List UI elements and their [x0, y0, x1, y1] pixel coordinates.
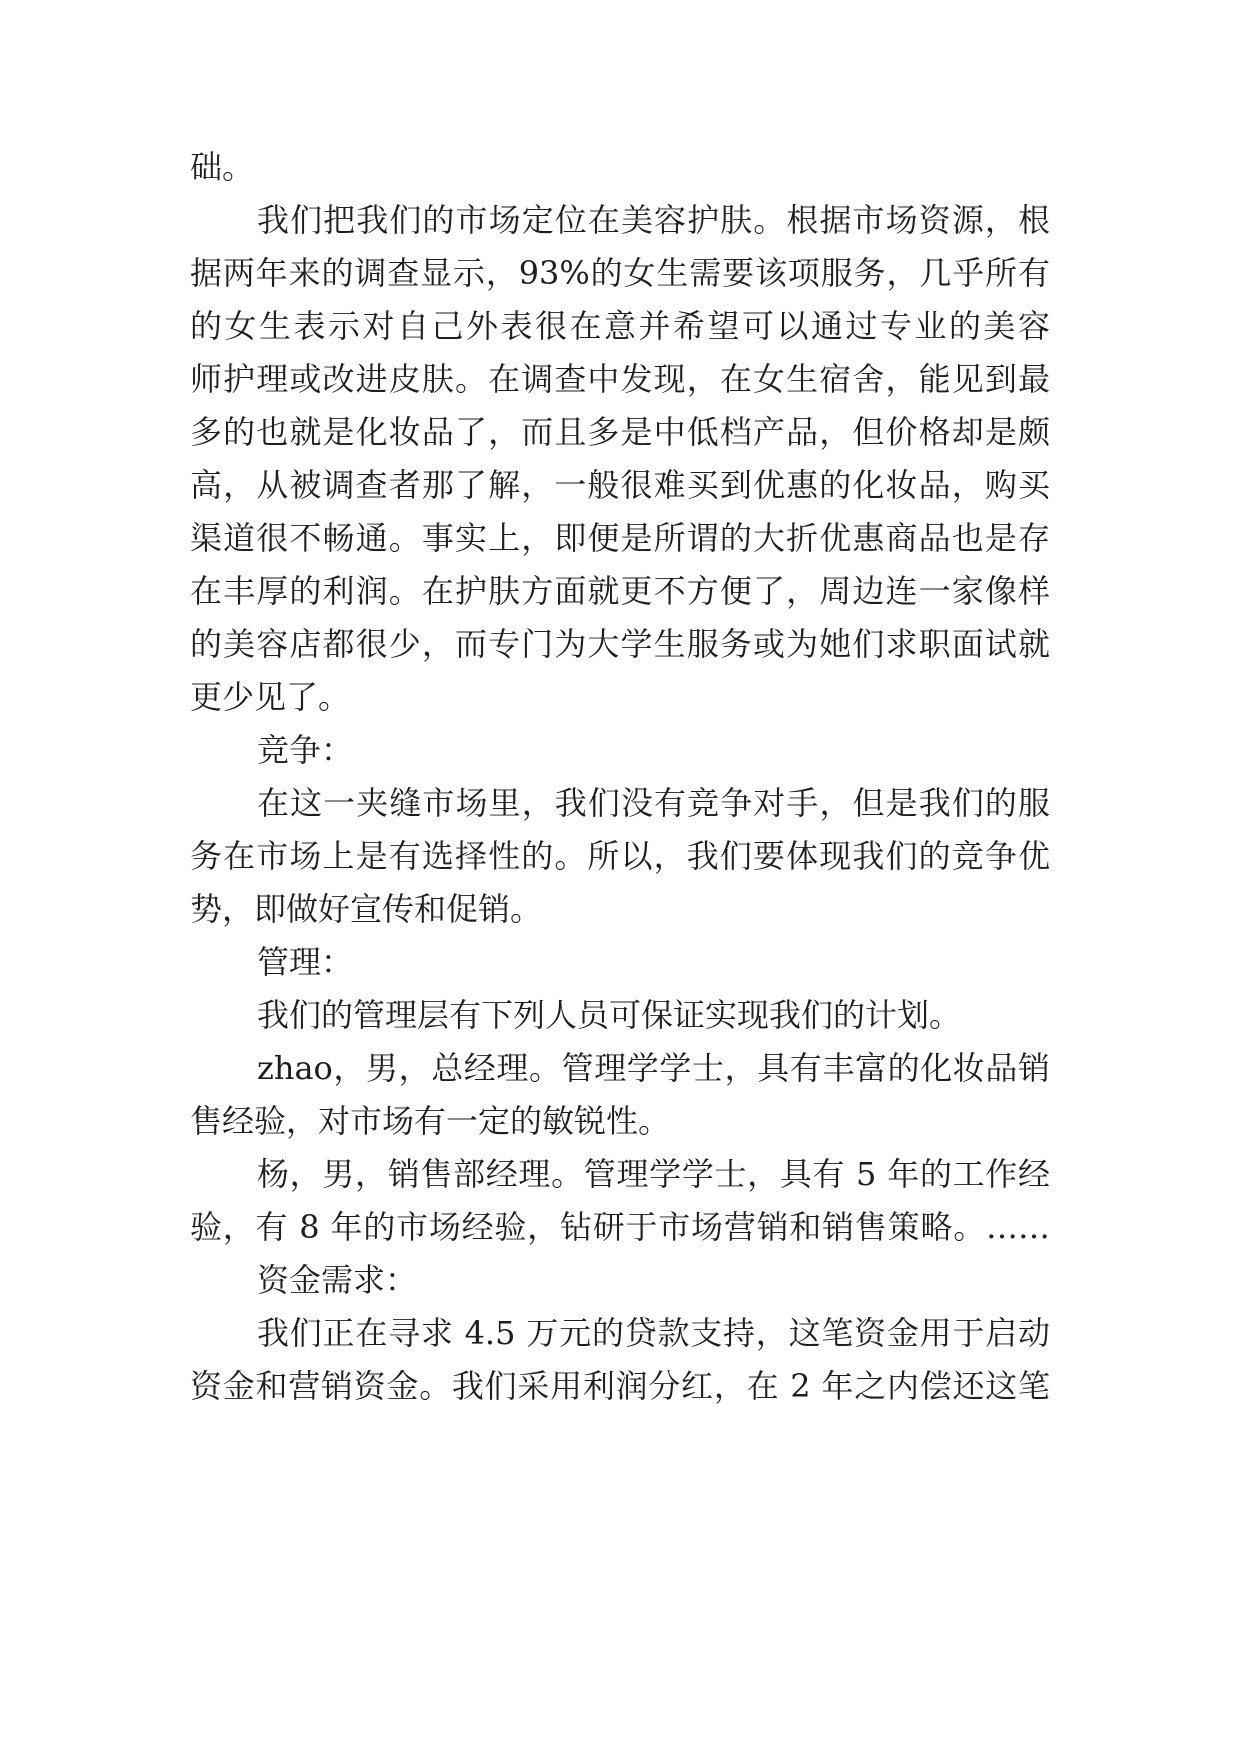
text-line: 势，即做好宣传和促销。 [190, 890, 543, 928]
text-line: 在丰厚的利润。在护肤方面就更不方便了，周边连一家像样 [190, 572, 1050, 610]
section-heading: 资金需求： [257, 1261, 418, 1299]
text-line: 在这一夹缝市场里，我们没有竞争对手，但是我们的服 [257, 784, 1050, 822]
text-line: 务在市场上是有选择性的。所以，我们要体现我们的竞争优 [190, 837, 1050, 875]
text-line: 多的也就是化妆品了，而且多是中低档产品，但价格却是颇 [190, 413, 1050, 451]
text-line: zhao，男，总经理。管理学学士，具有丰富的化妆品销 [257, 1049, 1050, 1087]
text-line: 据两年来的调查显示，93%的女生需要该项服务，几乎所有 [190, 254, 1050, 292]
text-line: 更少见了。 [190, 678, 351, 716]
text-line: 我们把我们的市场定位在美容护肤。根据市场资源，根 [257, 201, 1050, 239]
text-line: 售经验，对市场有一定的敏锐性。 [190, 1102, 671, 1140]
text-line: 的美容店都很少，而专门为大学生服务或为她们求职面试就 [190, 625, 1050, 663]
text-line: 础。 [190, 148, 255, 186]
text-line: 杨，男，销售部经理。管理学学士，具有 5 年的工作经 [257, 1155, 1050, 1193]
text-line: 渠道很不畅通。事实上，即便是所谓的大折优惠商品也是存 [190, 519, 1050, 557]
text-line: 我们的管理层有下列人员可保证实现我们的计划。 [257, 996, 962, 1034]
text-line: 我们正在寻求 4.5 万元的贷款支持，这笔资金用于启动 [257, 1314, 1050, 1352]
section-heading: 竞争： [257, 731, 354, 769]
section-heading: 管理： [257, 943, 354, 981]
text-line: 高，从被调查者那了解，一般很难买到优惠的化妆品，购买 [190, 466, 1050, 504]
text-line: 验，有 8 年的市场经验，钻研于市场营销和销售策略。…… [190, 1208, 1050, 1246]
text-line: 的女生表示对自己外表很在意并希望可以通过专业的美容 [190, 307, 1050, 345]
text-line: 资金和营销资金。我们采用利润分红，在 2 年之内偿还这笔 [190, 1367, 1050, 1405]
text-line: 师护理或改进皮肤。在调查中发现，在女生宿舍，能见到最 [190, 360, 1050, 398]
